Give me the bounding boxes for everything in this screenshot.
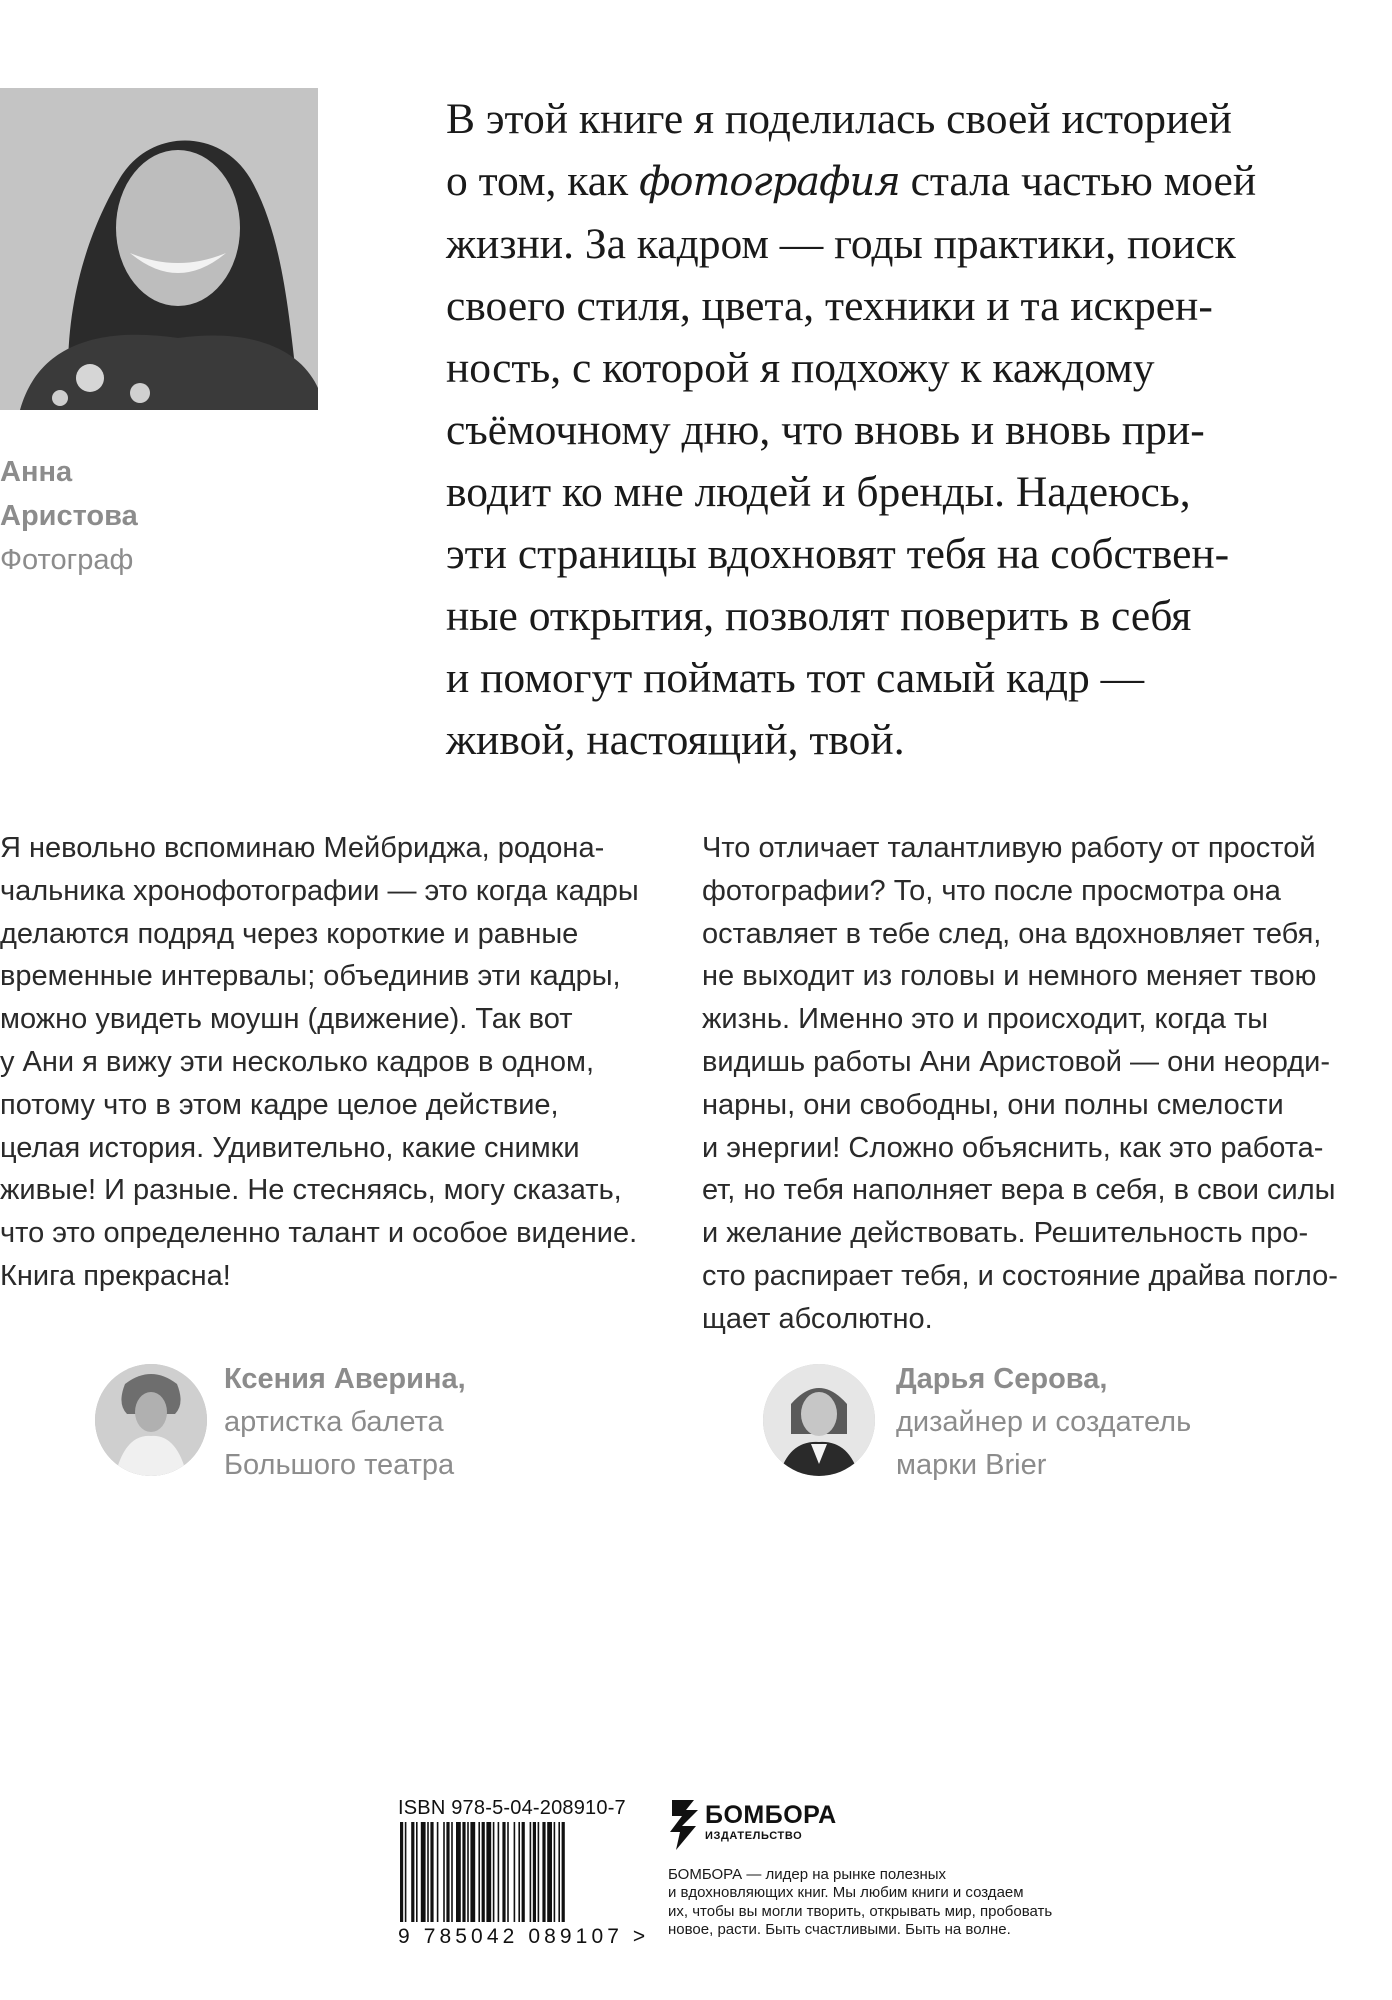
intro-line: жизни. За кадром — годы практики, поиск bbox=[446, 220, 1236, 268]
barcode-bar bbox=[482, 1822, 485, 1922]
quote-line: у Ани я вижу эти несколько кадров в одном, bbox=[0, 1045, 595, 1078]
barcode-bar bbox=[507, 1822, 509, 1922]
barcode-digits: 9 785042 089107 > bbox=[398, 1925, 650, 1948]
quote-line: Книга прекрасна! bbox=[0, 1259, 231, 1292]
intro-line: В этой книге я поделилась своей историей bbox=[446, 95, 1232, 143]
barcode-bar bbox=[547, 1822, 552, 1922]
intro-text: стала частью моей bbox=[899, 157, 1257, 205]
reviewer-avatar-left bbox=[95, 1364, 207, 1476]
reviewer-role: марки Brier bbox=[896, 1449, 1047, 1481]
quote-line: делаются подряд через короткие и равные bbox=[0, 917, 579, 950]
barcode-bar bbox=[405, 1822, 407, 1922]
reviewer-role: Большого театра bbox=[224, 1449, 455, 1481]
isbn-label: ISBN 978-5-04-208910-7 bbox=[398, 1797, 626, 1819]
quote-line: живые! И разные. Не стесняясь, могу сказать, bbox=[0, 1174, 622, 1207]
quote-line: Я невольно вспоминаю Мейбриджа, родона- bbox=[0, 832, 605, 864]
author-portrait-image bbox=[0, 88, 318, 410]
barcode-bar bbox=[554, 1822, 556, 1922]
intro-paragraph bbox=[446, 88, 1336, 771]
barcode-bar bbox=[498, 1822, 500, 1922]
publisher-blurb-line: их, чтобы вы могли творить, открывать мир, пробовать bbox=[668, 1902, 1053, 1920]
barcode-bar bbox=[493, 1822, 495, 1922]
quote-line: целая история. Удивительно, какие снимки bbox=[0, 1131, 580, 1164]
publisher-blurb-line: и вдохновляющих книг. Мы любим книги и создаем bbox=[668, 1884, 1024, 1902]
intro-line: ность, с которой я подхожу к каждому bbox=[446, 344, 1155, 392]
quote-line: ет, но тебя наполняет вера в себя, в свои силы bbox=[702, 1174, 1336, 1207]
barcode-bar bbox=[467, 1822, 469, 1922]
publisher-blurb-line: БОМБОРА — лидер на рынке полезных bbox=[668, 1866, 947, 1883]
reviewer-name: Ксения Аверина, bbox=[224, 1363, 466, 1395]
quote-line: не выходит из головы и немного меняет твою bbox=[702, 960, 1317, 993]
barcode-bar bbox=[514, 1822, 516, 1922]
reviewer-right bbox=[896, 1358, 1191, 1487]
intro-line: эти страницы вдохновят тебя на собствен- bbox=[446, 530, 1230, 578]
barcode-bar bbox=[470, 1822, 475, 1922]
barcode-bar bbox=[502, 1822, 505, 1922]
barcode-image bbox=[398, 1822, 639, 1922]
author-first-name: Анна bbox=[0, 456, 73, 488]
barcode-bar bbox=[478, 1822, 480, 1922]
reviewer-portrait-image bbox=[763, 1364, 875, 1476]
intro-line: и помогут поймать тот самый кадр — bbox=[446, 654, 1145, 702]
barcode-bar bbox=[427, 1822, 429, 1922]
barcode-bar bbox=[533, 1822, 536, 1922]
reviewer-avatar-right bbox=[763, 1364, 875, 1476]
barcode-bar bbox=[421, 1822, 426, 1922]
barcode-bar bbox=[538, 1822, 540, 1922]
quote-line: щает абсолютно. bbox=[702, 1302, 933, 1335]
quote-line: Что отличает талантливую работу от простой bbox=[702, 832, 1316, 864]
reviewer-name: Дарья Серова, bbox=[896, 1363, 1108, 1395]
barcode-bar bbox=[486, 1822, 491, 1922]
barcode-bar bbox=[411, 1822, 414, 1922]
barcode-bar bbox=[430, 1822, 433, 1922]
quote-line: чальника хронофотографии — это когда кадры bbox=[0, 874, 639, 907]
barcode-bar bbox=[562, 1822, 565, 1922]
author-name bbox=[0, 450, 260, 538]
intro-line bbox=[446, 150, 1336, 213]
barcode-bar bbox=[530, 1822, 532, 1922]
barcode-bar bbox=[451, 1822, 453, 1922]
barcode-bar bbox=[456, 1822, 461, 1922]
quote-line: что это определенно талант и особое видение. bbox=[0, 1217, 638, 1250]
intro-line: своего стиля, цвета, техники и та искрен- bbox=[446, 282, 1213, 330]
intro-line: водит ко мне людей и бренды. Надеюсь, bbox=[446, 468, 1191, 516]
barcode-bar bbox=[446, 1822, 449, 1922]
quote-right bbox=[702, 827, 1342, 1341]
barcode-bar bbox=[518, 1822, 520, 1922]
barcode-bar bbox=[542, 1822, 545, 1922]
quote-line: можно увидеть моушн (движение). Так вот bbox=[0, 1003, 573, 1036]
intro-line: съёмочному дню, что вновь и вновь при- bbox=[446, 406, 1205, 454]
barcode-bar bbox=[443, 1822, 445, 1922]
publisher-blurb bbox=[668, 1866, 1053, 1939]
barcode-bar bbox=[416, 1822, 418, 1922]
quote-line: оставляет в тебе след, она вдохновляет тебя, bbox=[702, 917, 1322, 950]
quote-line: видишь работы Ани Аристовой — они неорди- bbox=[702, 1045, 1331, 1078]
quote-left bbox=[0, 827, 640, 1298]
handwritten-word: фотография bbox=[639, 159, 900, 205]
barcode-bar bbox=[462, 1822, 465, 1922]
quote-line: потому что в этом кадре целое действие, bbox=[0, 1088, 559, 1121]
quote-line: фотографии? То, что после просмотра она bbox=[702, 874, 1281, 907]
publisher-subtitle: ИЗДАТЕЛЬСТВО bbox=[705, 1830, 803, 1842]
quote-line: и желание действовать. Решительность про- bbox=[702, 1217, 1309, 1250]
author-role: Фотограф bbox=[0, 544, 134, 576]
intro-text: о том, как bbox=[446, 157, 640, 205]
reviewer-portrait-image bbox=[95, 1364, 207, 1476]
quote-line: нарны, они свободны, они полны смелости bbox=[702, 1088, 1284, 1121]
quote-line: и энергии! Сложно объяснить, как это работа- bbox=[702, 1131, 1324, 1164]
author-photo bbox=[0, 88, 318, 410]
reviewer-role: дизайнер и создатель bbox=[896, 1406, 1192, 1438]
reviewer-role: артистка балета bbox=[224, 1406, 444, 1438]
publisher-blurb-line: новое, расти. Быть счастливыми. Быть на волне. bbox=[668, 1920, 1011, 1938]
author-last-name: Аристова bbox=[0, 500, 138, 532]
barcode-bar bbox=[522, 1822, 525, 1922]
barcode-bar bbox=[437, 1822, 439, 1922]
publisher-name: БОМБОРА bbox=[705, 1801, 837, 1829]
intro-line: ные открытия, позволят поверить в себя bbox=[446, 592, 1192, 640]
quote-line: сто распирает тебя, и состояние драйва погло- bbox=[702, 1259, 1338, 1292]
intro-line: живой, настоящий, твой. bbox=[446, 716, 905, 764]
quote-line: временные интервалы; объединив эти кадры, bbox=[0, 960, 621, 993]
quote-line: жизнь. Именно это и происходит, когда ты bbox=[702, 1003, 1269, 1036]
barcode-bar bbox=[558, 1822, 560, 1922]
reviewer-left bbox=[224, 1358, 466, 1487]
barcode-bar bbox=[400, 1822, 403, 1922]
